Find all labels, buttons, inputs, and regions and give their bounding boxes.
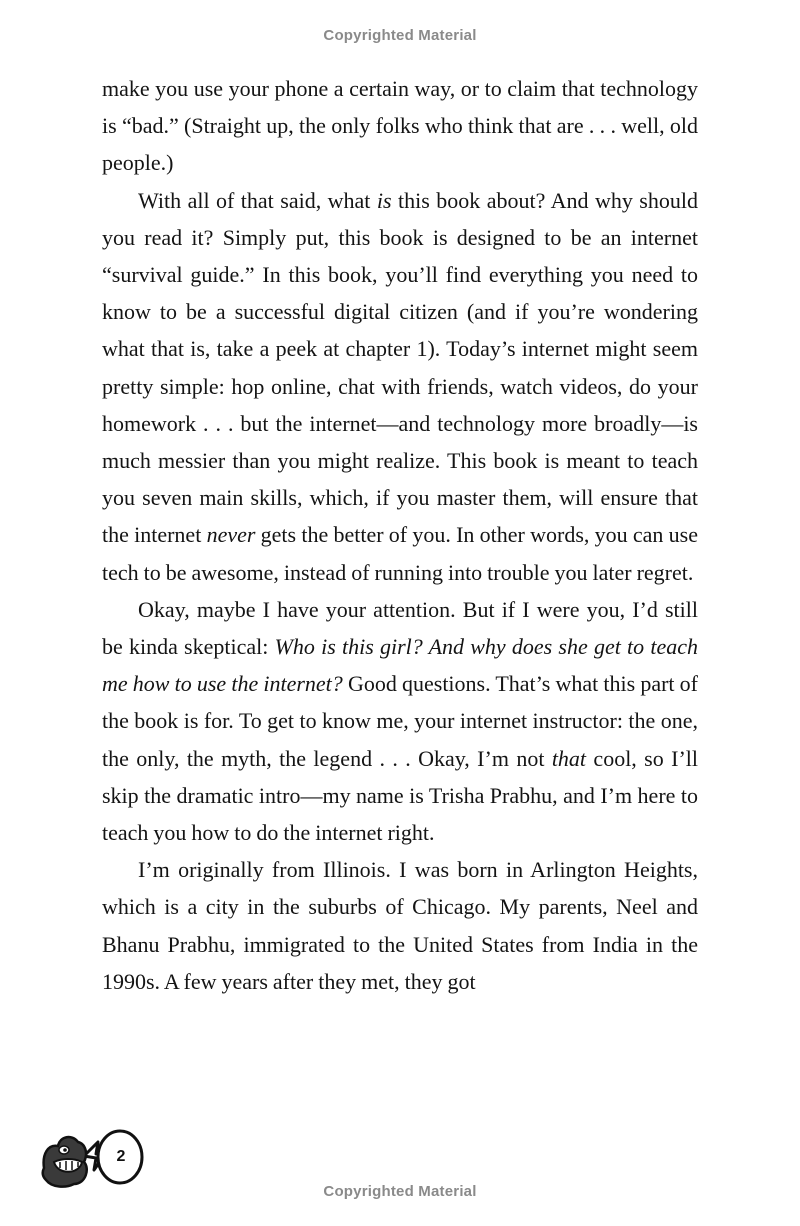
watermark-bottom: Copyrighted Material [323, 1183, 477, 1200]
text-run: gets the better of you. In other words, you can use tech to be awesome, instead of running into trouble you later regret. [102, 522, 698, 585]
emphasized-text: Who is this girl? And why does she get to teach me how to use the internet? [102, 634, 698, 697]
emphasized-text: never [206, 522, 256, 548]
paragraph [102, 591, 698, 851]
paragraph [102, 70, 698, 182]
text-run: this book about? And why should you read it? Simply put, this book is designed to be an internet “survival guide.” In this book, you’ll find everything you need to know to be a successful digital citizen (and if you’re wondering what that is, take a peek at chapter 1). Today’s internet might seem pretty simple: hop online, chat with friends, watch videos, do your homework . . . but the internet—and technology more broadly—is much messier than you might realize. This book is meant to teach you seven main skills, which, if you master them, will ensure that the internet [102, 187, 698, 548]
emphasized-text: that [551, 745, 587, 771]
text-run: Good questions. That’s what this part of the book is for. To get to know me, your internet instructor: the one, the only, the myth, the legend . . . Okay, I’m not [102, 671, 699, 771]
emphasized-text: is [376, 187, 392, 213]
paragraph [102, 851, 698, 1000]
paragraph [102, 182, 698, 591]
page-number: 2 [116, 1148, 126, 1165]
text-run: cool, so I’ll skip the dramatic intro—my name is Trisha Prabhu, and I’m here to teach you how to do the internet right. [102, 745, 698, 846]
text-run: make you use your phone a certain way, or to claim that technology is “bad.” (Straight up, the only folks who think that are . . . well, old people.) [102, 76, 698, 176]
text-run: Okay, maybe I have your attention. But if I were you, I’d still be kinda skeptical: [102, 596, 698, 660]
text-run: I’m originally from Illinois. I was born in Arlington Heights, which is a city in the suburbs of Chicago. My parents, Neel and Bhanu Prabhu, immigrated to the United States from India in the 1990s. A few years after they met, they got [102, 857, 698, 994]
text-run: With all of that said, what [138, 187, 377, 213]
watermark-top: Copyrighted Material [323, 27, 477, 44]
body-text [102, 70, 698, 1000]
